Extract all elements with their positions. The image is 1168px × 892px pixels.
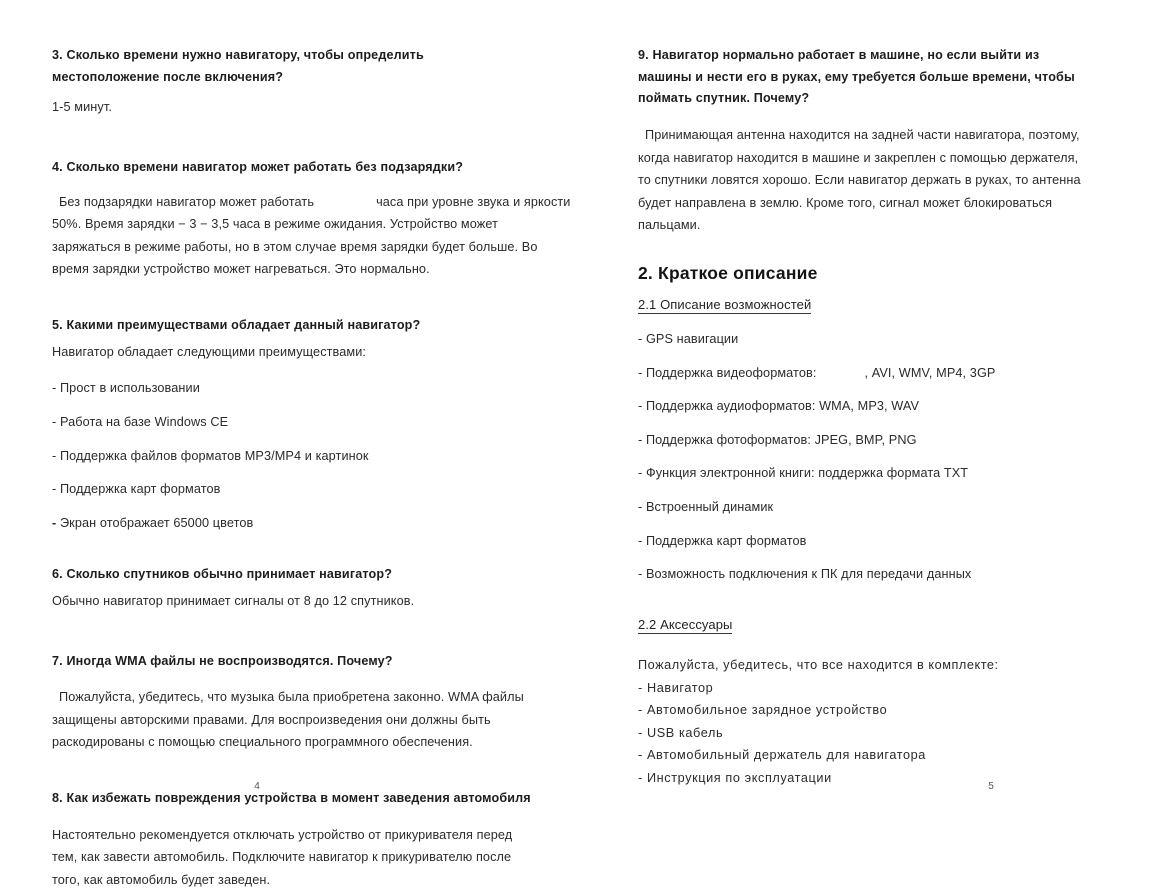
question-4-answer-line4: время зарядки устройство может нагреваться. Это нормально. (52, 262, 430, 277)
right-column-body (638, 45, 1128, 790)
spacer (638, 237, 1128, 263)
question-4-answer-line2: 50%. Время зарядки − 3 − 3,5 часа в режиме ожидания. Устройство может (52, 217, 499, 232)
section-2 (638, 263, 1128, 790)
question-9-answer-line3: то спутники ловятся хорошо. Если навигатор держать в руках, то антенна (638, 173, 1081, 188)
question-9-heading-line1: 9. Навигатор нормально работает в машине, но если выйти из (638, 48, 1040, 62)
faq-item-8 (52, 788, 574, 891)
question-9-answer-line4: будет направлена в землю. Кроме того, сигнал может блокироваться (638, 195, 1053, 210)
question-9-answer-line5: пальцами. (638, 218, 701, 233)
question-7-answer-line2: защищены авторскими правами. Для воспроизведения они должны быть (52, 712, 491, 727)
question-4-answer-line3: заряжаться в режиме работы, но в этом случае время зарядки будет больше. Во (52, 239, 538, 254)
list-item: - GPS навигации (638, 332, 739, 347)
list-item: - Возможность подключения к ПК для передачи данных (638, 567, 972, 582)
faq-item-5 (52, 315, 574, 534)
spacer (52, 810, 574, 824)
faq-item-4 (52, 157, 574, 281)
list-item: - Встроенный динамик (638, 500, 774, 515)
question-8-heading: 8. Как избежать повреждения устройства в момент заведения автомобиля (52, 791, 531, 806)
spacer (52, 363, 574, 377)
list-item: - Функция электронной книги: поддержка формата TXT (638, 466, 969, 481)
missing-value-gap (816, 362, 864, 385)
question-8-answer-line1: Настоятельно рекомендуется отключать устройство от прикуривателя перед (52, 827, 513, 842)
question-3-answer: 1-5 минут. (52, 100, 112, 115)
question-5-intro: Навигатор обладает следующими преимуществами: (52, 344, 367, 359)
question-5-heading: 5. Какими преимуществами обладает данный навигатор? (52, 318, 421, 333)
spacer (638, 110, 1128, 124)
list-item: - USB кабель (638, 725, 724, 740)
question-6-heading: 6. Сколько спутников обычно принимает навигатор? (52, 567, 393, 582)
question-4-answer-line1-before-gap: Без подзарядки навигатор может работать (59, 194, 315, 209)
question-9-answer-line2: когда навигатор находится в машине и закреплен с помощью держателя, (638, 150, 1079, 165)
question-7-heading: 7. Иногда WMA файлы не воспроизводятся. Почему? (52, 653, 393, 668)
faq-item-7 (52, 651, 574, 754)
subsection-2-2-heading: 2.2 Аксессуары (638, 616, 733, 632)
spacer (638, 284, 1128, 296)
list-item: - Поддержка карт форматов (52, 482, 221, 497)
list-item: - Автомобильное зарядное устройство (638, 703, 888, 718)
spacer (638, 634, 1128, 654)
video-formats-prefix: - Поддержка видеоформатов: (638, 365, 817, 380)
question-9-heading-line2: машины и нести его в руках, ему требуется больше времени, чтобы (638, 69, 1075, 84)
question-4-answer-line1-after-gap: часа при уровне звука и яркости (376, 194, 571, 209)
list-item: - Поддержка файлов форматов MP3/MP4 и картинок (52, 448, 369, 463)
question-6-answer: Обычно навигатор принимает сигналы от 8 до 12 спутников. (52, 593, 415, 608)
list-item-video-formats (638, 362, 1128, 385)
list-item: - Поддержка карт форматов (638, 533, 807, 548)
subsection-2-2-heading-wrap (638, 616, 1128, 634)
question-8-answer-line2: тем, как завести автомобиль. Подключите навигатор к прикуривателю после (52, 850, 512, 865)
question-9-answer-line1: Принимающая антенна находится на задней части навигатора, поэтому, (645, 127, 1080, 142)
spacer (52, 613, 574, 651)
spacer (52, 281, 574, 315)
faq-item-9 (638, 45, 1128, 237)
subsection-2-1-heading-wrap (638, 296, 1128, 314)
spacer (52, 88, 574, 96)
question-7-answer-line1: Пожалуйста, убедитесь, что музыка была приобретена законно. WMA файлы (59, 690, 524, 705)
left-column-body (52, 45, 574, 892)
question-4-answer-line1 (52, 191, 574, 214)
accessories-intro: Пожалуйста, убедитесь, что все находится в комплекте: (638, 657, 999, 672)
question-3-heading-line2: местоположение после включения? (52, 69, 284, 84)
list-item: - Работа на базе Windows CE (52, 414, 229, 429)
list-item: - Поддержка аудиоформатов: WMA, MP3, WAV (638, 399, 920, 414)
missing-value-gap (314, 191, 376, 214)
spacer (638, 314, 1128, 328)
subsection-2-1-heading: 2.1 Описание возможностей (638, 297, 812, 313)
page-number-left: 4 (254, 781, 260, 792)
spacer (52, 534, 574, 564)
question-3-heading-line1: 3. Сколько времени нужно навигатору, чтобы определить (52, 48, 424, 62)
question-4-heading: 4. Сколько времени навигатор может работать без подзарядки? (52, 159, 464, 174)
list-item: - Экран отображает 65000 цветов (52, 515, 254, 530)
list-item: - Навигатор (638, 680, 714, 695)
page-right (614, 0, 1168, 828)
list-item: - Автомобильный держатель для навигатора (638, 748, 926, 763)
list-item: - Прост в использовании (52, 381, 200, 396)
video-formats-suffix: , AVI, WMV, MP4, 3GP (864, 365, 996, 380)
question-9-heading-line3: поймать спутник. Почему? (638, 91, 810, 106)
faq-item-3 (52, 45, 574, 119)
spacer (52, 672, 574, 686)
section-2-heading: 2. Краткое описание (638, 263, 818, 284)
spacer (638, 586, 1128, 616)
spacer (52, 119, 574, 157)
list-item: - Инструкция по эксплуатации (638, 770, 832, 785)
spacer (52, 179, 574, 191)
question-8-answer-line3: того, как автомобиль будет заведен. (52, 872, 271, 887)
faq-item-6 (52, 564, 574, 612)
question-7-answer-line3: раскодированы с помощью специального программного обеспечения. (52, 735, 473, 750)
page-number-right: 5 (988, 781, 994, 792)
list-item: - Поддержка фотоформатов: JPEG, BMP, PNG (638, 432, 917, 447)
